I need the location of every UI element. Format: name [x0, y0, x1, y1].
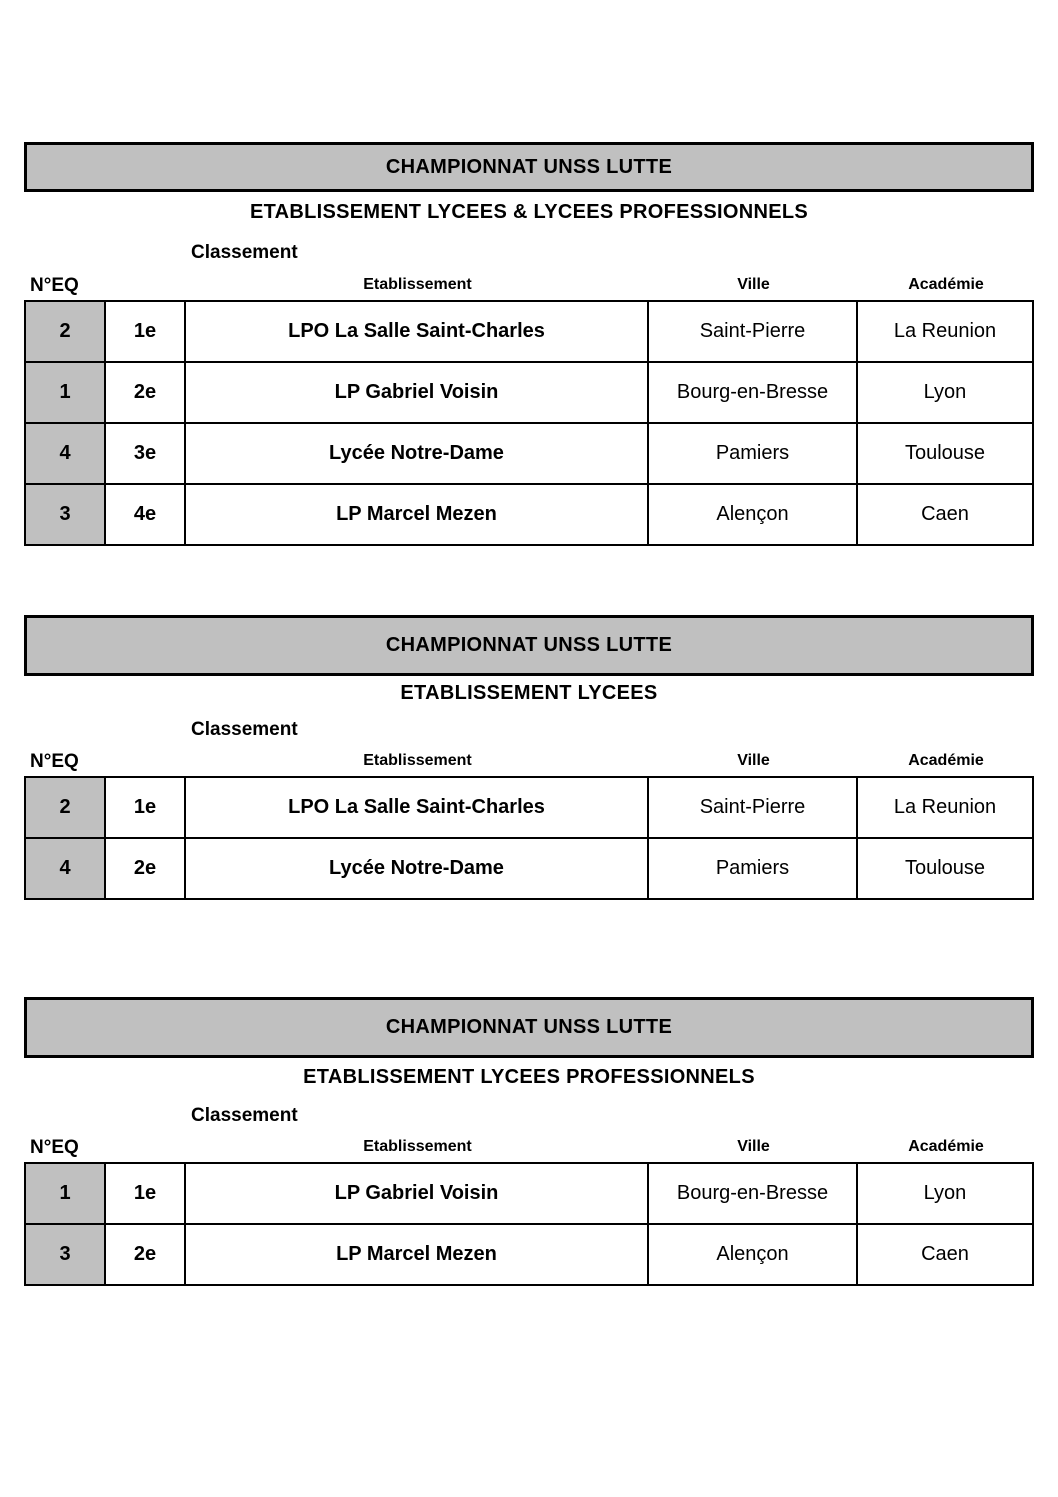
classement-label: Classement	[191, 719, 298, 740]
ville: Pamiers	[648, 423, 857, 484]
rank: 2e	[105, 1224, 185, 1285]
team-number: 2	[25, 777, 105, 838]
academie: La Reunion	[857, 301, 1033, 362]
etablissement: Lycée Notre-Dame	[185, 838, 648, 899]
table-row	[25, 838, 1033, 899]
results-table	[24, 776, 1034, 900]
etablissement: LP Marcel Mezen	[185, 1224, 648, 1285]
rank: 1e	[105, 777, 185, 838]
section-banner: CHAMPIONNAT UNSS LUTTE	[24, 142, 1034, 192]
section-banner: CHAMPIONNAT UNSS LUTTE	[24, 615, 1034, 676]
table-row	[25, 362, 1033, 423]
team-number: 1	[25, 362, 105, 423]
team-number: 4	[25, 838, 105, 899]
header-ville: Ville	[737, 1138, 770, 1155]
rank: 2e	[105, 838, 185, 899]
ville: Saint-Pierre	[648, 777, 857, 838]
section-subtitle: ETABLISSEMENT LYCEES & LYCEES PROFESSIONNELS	[249, 201, 809, 223]
academie: Lyon	[857, 362, 1033, 423]
etablissement: LPO La Salle Saint-Charles	[185, 301, 648, 362]
rank: 2e	[105, 362, 185, 423]
section-subtitle: ETABLISSEMENT LYCEES PROFESSIONNELS	[303, 1066, 755, 1088]
rank: 3e	[105, 423, 185, 484]
ville: Bourg-en-Bresse	[648, 362, 857, 423]
ville: Pamiers	[648, 838, 857, 899]
rank: 1e	[105, 1163, 185, 1224]
rank: 1e	[105, 301, 185, 362]
section-subtitle: ETABLISSEMENT LYCEES	[400, 682, 658, 704]
table-row	[25, 301, 1033, 362]
header-etablissement: Etablissement	[363, 276, 472, 293]
etablissement: LP Marcel Mezen	[185, 484, 648, 545]
team-number: 3	[25, 484, 105, 545]
results-table	[24, 1162, 1034, 1286]
academie: Caen	[857, 484, 1033, 545]
team-number: 4	[25, 423, 105, 484]
ville: Bourg-en-Bresse	[648, 1163, 857, 1224]
header-ville: Ville	[737, 276, 770, 293]
results-table	[24, 300, 1034, 546]
rank: 4e	[105, 484, 185, 545]
header-academie: Académie	[908, 752, 984, 769]
etablissement: LPO La Salle Saint-Charles	[185, 777, 648, 838]
table-row	[25, 484, 1033, 545]
header-academie: Académie	[908, 276, 984, 293]
etablissement: LP Gabriel Voisin	[185, 362, 648, 423]
academie: La Reunion	[857, 777, 1033, 838]
classement-label: Classement	[191, 1105, 298, 1126]
team-number: 3	[25, 1224, 105, 1285]
ville: Saint-Pierre	[648, 301, 857, 362]
section-banner: CHAMPIONNAT UNSS LUTTE	[24, 997, 1034, 1058]
academie: Toulouse	[857, 838, 1033, 899]
ville: Alençon	[648, 1224, 857, 1285]
header-academie: Académie	[908, 1138, 984, 1155]
academie: Caen	[857, 1224, 1033, 1285]
header-etablissement: Etablissement	[363, 1138, 472, 1155]
etablissement: LP Gabriel Voisin	[185, 1163, 648, 1224]
etablissement: Lycée Notre-Dame	[185, 423, 648, 484]
academie: Lyon	[857, 1163, 1033, 1224]
academie: Toulouse	[857, 423, 1033, 484]
header-neq: N°EQ	[30, 1137, 79, 1158]
header-ville: Ville	[737, 752, 770, 769]
table-row	[25, 423, 1033, 484]
team-number: 2	[25, 301, 105, 362]
table-row	[25, 1163, 1033, 1224]
classement-label: Classement	[191, 242, 298, 263]
table-row	[25, 777, 1033, 838]
header-neq: N°EQ	[30, 275, 79, 296]
table-row	[25, 1224, 1033, 1285]
header-neq: N°EQ	[30, 751, 79, 772]
team-number: 1	[25, 1163, 105, 1224]
header-etablissement: Etablissement	[363, 752, 472, 769]
ville: Alençon	[648, 484, 857, 545]
